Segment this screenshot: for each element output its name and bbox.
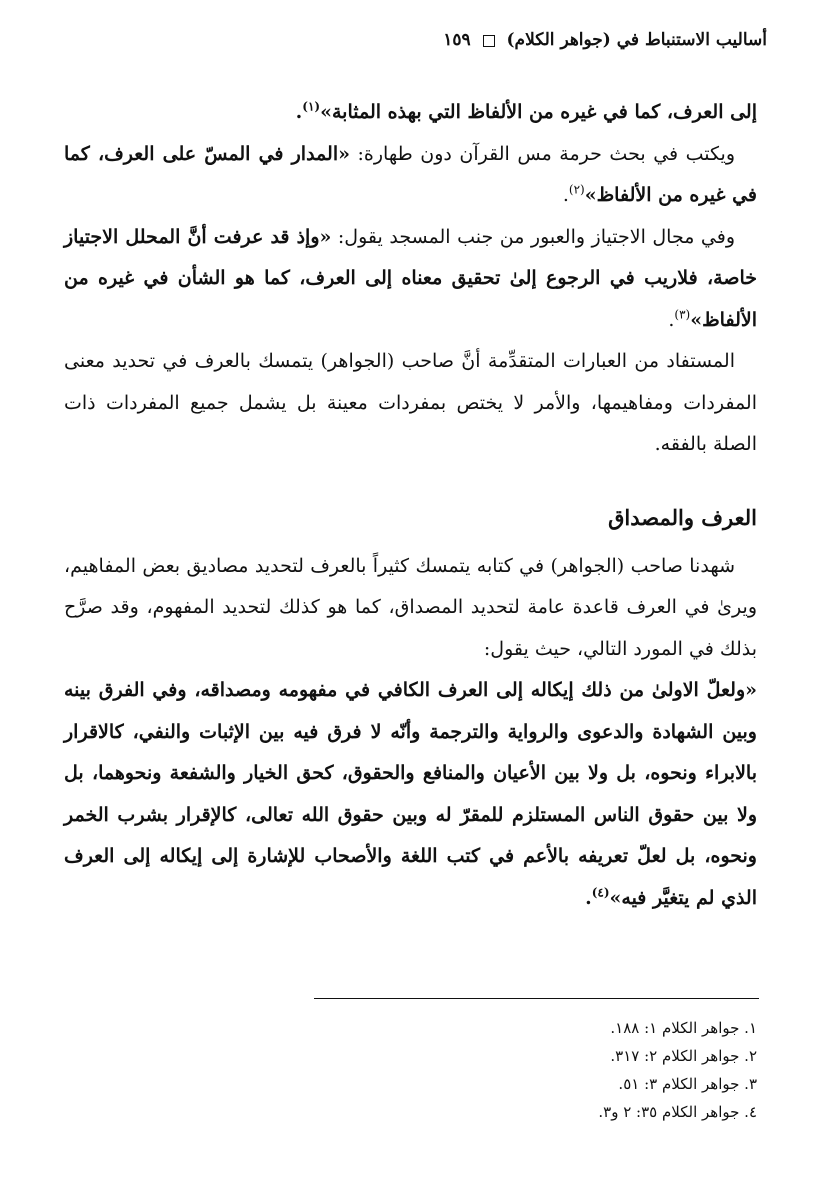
section-heading: العرف والمصداق [608, 504, 757, 530]
footnote-divider [314, 998, 759, 999]
header-title: أساليب الاستنباط في (جواهر الكلام) [506, 30, 767, 50]
block-quote-text: «ولعلّ الاولىٰ من ذلك إيكاله إلى العرف الكافي في مفهومه ومصداقه، وفي الفرق بينه وبين الشهادة والدعوى والرواية والترجمة وأنّه لا فرق فيه بين الإثبات والنفي، كالاقرار بالابراء ونحوه، بل ولا بين الأعيان والمنافع والحقوق، كحق الخيار والشفعة ونحوهما، بل ولا بين حقوق الناس المستلزم للمقرّ له وبين حقوق الله تعالى، كالإقرار بشرب الخمر ونحوه، بل لعلّ تعريفه بالأعم في كتب اللغة والأصحاب للإشارة إلى إيكاله إلى العرف الذي لم يتغيَّر فيه» [64, 679, 757, 909]
paragraph-3-quote: «وإذ قد عرفت أنَّ المحلل الاجتياز خاصة، فلاريب في الرجوع إلىٰ تحقيق معناه إلى العرف، كما هو الشأن في غيره من الألفاظ» [64, 225, 757, 331]
footnote-item: ٣. جواهر الكلام ٣: ٥١. [618, 1075, 757, 1093]
paragraph-2-quote: «المدار في المسّ على العرف، كما في غيره من الألفاظ» [64, 142, 757, 206]
paragraph-1: إلى العرف، كما في غيره من الألفاظ التي بهذه المثابة»$^{(١)}$. [295, 99, 757, 123]
footnote-item: ٢. جواهر الكلام ٢: ٣١٧. [610, 1047, 757, 1065]
square-separator-icon [483, 35, 495, 47]
page-number: ١٥٩ [443, 30, 471, 50]
main-text [64, 92, 757, 919]
paragraph-2-text: ويكتب في بحث حرمة مس القرآن دون طهارة: [349, 142, 736, 165]
footnote-item: ٤. جواهر الكلام ٣٥: ٢ و٣. [598, 1103, 757, 1121]
footnotes-list [64, 1014, 757, 1126]
paragraph-1-text: إلى العرف، كما في غيره من الألفاظ التي بهذه المثابة» [320, 101, 757, 123]
block-quote: «ولعلّ الاولىٰ من ذلك إيكاله إلى العرف الكافي في مفهومه ومصداقه، وفي الفرق بينه وبين الشهادة والدعوى والرواية والترجمة وأنّه لا فرق فيه بين الإثبات والنفي، كالاقرار بالابراء ونحوه، بل ولا بين الأعيان والمنافع والحقوق، كحق الخيار والشفعة ونحوهما، بل ولا بين حقوق الناس المستلزم للمقرّ له وبين حقوق الله تعالى، كالإقرار بشرب الخمر ونحوه، بل لعلّ تعريفه بالأعم في كتب اللغة والأصحاب للإشارة إلى إيكاله إلى العرف الذي لم يتغيَّر فيه»$^{(٤)}$. [64, 679, 757, 909]
paragraph-3-text: وفي مجال الاجتياز والعبور من جنب المسجد يقول: [331, 225, 736, 248]
footnote-item: ١. جواهر الكلام ١: ١٨٨. [610, 1019, 757, 1037]
paragraph-3: وفي مجال الاجتياز والعبور من جنب المسجد يقول: «وإذ قد عرفت أنَّ المحلل الاجتياز خاصة، فلاريب في الرجوع إلىٰ تحقيق معناه إلى العرف، كما هو الشأن في غيره من الألفاظ»$^{(٣)}$. [64, 225, 757, 331]
footnote-ref-3: (٣) [674, 307, 691, 322]
section-intro: شهدنا صاحب (الجواهر) في كتابه يتمسك كثيراً بالعرف لتحديد مصاديق بعض المفاهيم، ويرىٰ في العرف قاعدة عامة لتحديد المصداق، كما هو كذلك لتحديد المفهوم، وقد صرَّح بذلك في المورد التالي، حيث يقول: [64, 554, 757, 660]
paragraph-2: ويكتب في بحث حرمة مس القرآن دون طهارة: «المدار في المسّ على العرف، كما في غيره من الألفاظ»$^{(٢)}$. [64, 142, 757, 206]
footnote-ref-4: (٤) [591, 885, 610, 900]
paragraph-4: المستفاد من العبارات المتقدِّمة أنَّ صاحب (الجواهر) يتمسك بالعرف في تحديد معنى المفردات ومفاهيمها، والأمر لا يختص بمفردات معينة بل يشمل جميع المفردات ذات الصلة بالفقه. [64, 350, 757, 455]
running-header [60, 30, 767, 50]
footnote-ref-1: (١) [302, 99, 321, 114]
footnote-ref-2: (٢) [568, 182, 585, 197]
